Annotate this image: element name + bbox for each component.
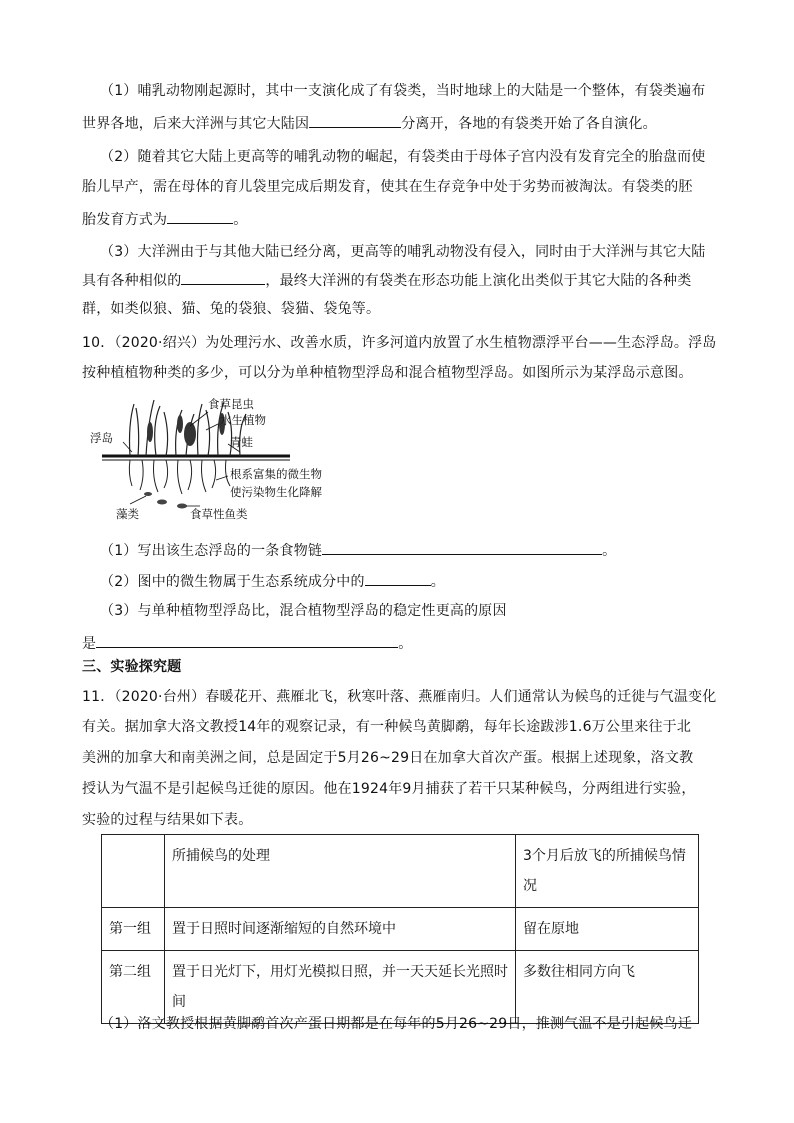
table-header-row (102, 835, 699, 908)
label-island: 浮岛 (90, 431, 113, 445)
q10-part3-line1: （3）与单种植物型浮岛比，混合植物型浮岛的稳定性更高的原因 (100, 603, 507, 619)
q11-stem-line4: 授认为气温不是引起候鸟迁徙的原因。他在1924年9月捕获了若干只某种候鸟，分两组进行实验， (82, 781, 696, 797)
q11-stem-line3: 美洲的加拿大和南美洲之间，总是固定于5月26~29日在加拿大首次产蛋。根据上述现象，洛文教 (82, 750, 694, 766)
answer-blank[interactable] (309, 111, 401, 128)
answer-blank[interactable] (365, 569, 431, 586)
table-header-cell (102, 835, 165, 908)
q10-part3-line2: 是 。 (82, 631, 722, 655)
q11-stem-line5: 实验的过程与结果如下表。 (82, 812, 253, 828)
table-cell-treatment: 置于日光灯下，用灯光模拟日照，并一天天延长光照时间 (165, 951, 516, 1024)
answer-blank[interactable] (322, 538, 602, 555)
q11-stem-line2: 有关。据加拿大洛文教授14年的观察记录，有一种候鸟黄脚鹬，每年长途跋涉1.6万公里来往于北 (82, 719, 692, 735)
section-heading: 三、实验探究题 (82, 659, 182, 675)
q10-stem-line2: 按种植植物种类的多少，可以分为单种植物型浮岛和混合植物型浮岛。如图所示为某浮岛示意图。 (82, 365, 693, 381)
label-algae: 藻类 (116, 507, 139, 521)
table-cell-result: 留在原地 (516, 908, 699, 951)
table-header-cell: 3个月后放飞的所捕候鸟情况 (516, 835, 699, 908)
q10-stem-line1: 10．（2020·绍兴）为处理污水、改善水质，许多河道内放置了水生植物漂浮平台——生态浮岛。浮岛 (82, 335, 717, 351)
table-cell-group: 第二组 (102, 951, 165, 1024)
table-cell-group: 第一组 (102, 908, 165, 951)
table-header-cell: 所捕候鸟的处理 (165, 835, 516, 908)
answer-blank[interactable] (181, 268, 265, 285)
q9-part2-line1: （2）随着其它大陆上更高等的哺乳动物的崛起，有袋类由于母体子宫内没有发育完全的胎盘而使 (100, 149, 706, 165)
label-frog: 青蛙 (230, 435, 253, 449)
q11-stem-line1: 11．（2020·台州）春暖花开、燕雁北飞，秋寒叶落、燕雁南归。人们通常认为候鸟的迁徙与气温变化 (82, 689, 717, 705)
plant-leaves (147, 413, 225, 446)
table-row (102, 908, 699, 951)
q9-part3-line1: （3）大洋洲由于与其他大陆已经分离，更高等的哺乳动物没有侵入，同时由于大洋洲与其它大陆 (100, 244, 706, 260)
q11-part1-line1: （1）洛文教授根据黄脚鹬首次产蛋日期都是在每年的5月26~29日，推测气温不是引起候鸟迁 (100, 1016, 692, 1032)
roots (129, 460, 230, 494)
q10-part2: （2）图中的微生物属于生态系统成分中的 。 (100, 569, 740, 593)
q9-part2-line2: 胎儿早产，需在母体的育儿袋里完成后期发育，使其在生存竞争中处于劣势而被淘汰。有袋类的胚 (82, 179, 693, 195)
label-fish: 食草性鱼类 (190, 507, 248, 521)
table-cell-treatment: 置于日照时间逐渐缩短的自然环境中 (165, 908, 516, 951)
q9-part2-line3: 胎发育方式为 。 (82, 207, 722, 231)
answer-blank[interactable] (167, 207, 233, 224)
label-insect: 食草昆虫 (208, 397, 254, 411)
q9-part3-line3: 群，如类似狼、猫、兔的袋狼、袋猫、袋兔等。 (82, 301, 381, 317)
floating-island-diagram (90, 394, 360, 524)
fish-marks (144, 492, 187, 509)
label-plant: 水生植物 (220, 413, 266, 427)
q9-part1-line2: 世界各地，后来大洋洲与其它大陆因 分离开，各地的有袋类开始了各自演化。 (82, 111, 722, 135)
answer-blank[interactable] (96, 631, 398, 648)
label-microbe-2: 使污染物生化降解 (230, 485, 322, 499)
label-microbe-1: 根系富集的微生物 (230, 467, 322, 481)
table-cell-result: 多数往相同方向飞 (516, 951, 699, 1024)
q9-part3-line2: 具有各种相似的 ，最终大洋洲的有袋类在形态功能上演化出类似于其它大陆的各种类 (82, 268, 722, 292)
q9-part1-line1: （1）哺乳动物刚起源时，其中一支演化成了有袋类，当时地球上的大陆是一个整体，有袋类遍布 (100, 83, 706, 99)
q10-part1: （1）写出该生态浮岛的一条食物链 。 (100, 538, 740, 562)
experiment-table (101, 834, 699, 1024)
